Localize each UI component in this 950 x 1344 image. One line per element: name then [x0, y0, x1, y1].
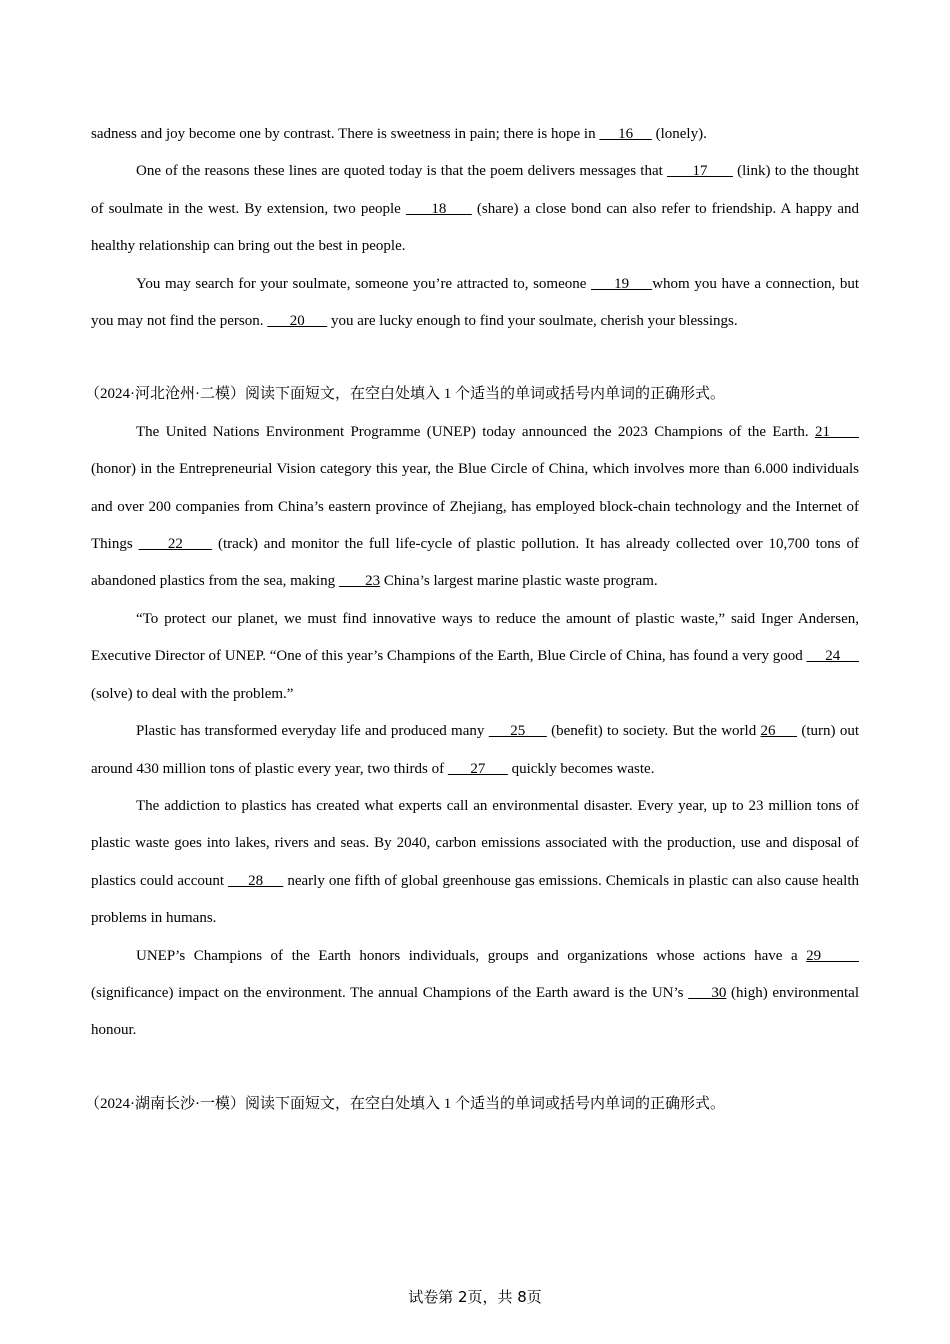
exam-page — [85, 116, 860, 1123]
answer-blank-17[interactable]: 17 — [667, 163, 733, 180]
passage-paragraph — [91, 153, 859, 265]
answer-blank-19[interactable]: 19 — [591, 275, 653, 292]
text-run: nearly one fifth of global greenhouse gas emissions. Chemicals in plastic can also cause health problems in humans. — [91, 872, 859, 927]
answer-blank-20[interactable]: 20 — [267, 313, 328, 330]
passage-paragraph — [91, 713, 859, 788]
text-run: (share) a close bond can also refer to friendship. A happy and healthy relationship can bring out the best in people. — [91, 200, 859, 255]
text-run: sadness and joy become one by contrast. There is sweetness in pain; there is hope in — [91, 126, 600, 142]
text-run: Plastic has transformed everyday life and produced many — [136, 723, 489, 740]
answer-blank-25[interactable]: 25 — [488, 723, 547, 740]
answer-blank-29[interactable]: 29 — [806, 947, 859, 964]
page-footer: 试卷第 2页，共 8页 — [408, 1288, 542, 1306]
text-run: China’s largest marine plastic waste program. — [380, 573, 658, 590]
passage-paragraph — [91, 116, 859, 153]
answer-blank-23[interactable]: 23 — [338, 573, 381, 590]
text-run: One of the reasons these lines are quoted today is that the poem delivers messages that — [136, 163, 668, 180]
text-run: (link) to the thought of soulmate in the west. By extension, two people — [91, 163, 860, 217]
answer-blank-18[interactable]: 18 — [405, 200, 472, 217]
passage-paragraph — [91, 788, 859, 938]
answer-blank-16[interactable]: 16 — [599, 126, 652, 142]
answer-blank-27[interactable]: 27 — [447, 760, 508, 777]
passage-paragraph — [91, 938, 859, 1050]
section-instruction: （2024·湖南长沙·一模）阅读下面短文，在空白处填入 1 个适当的单词或括号内单词的正确形式。 — [85, 1095, 725, 1112]
text-run: (significance) impact on the environment. The annual Champions of the Earth award is the UN’s — [91, 984, 689, 1001]
text-run: UNEP’s Champions of the Earth honors individuals, groups and organizations whose actions have a — [136, 947, 807, 964]
text-run: “To protect our planet, we must find innovative ways to reduce the amount of plastic waste,” said Inger Andersen, Executive Director of UNEP. “One of this year’s Champions of the Earth, Blue Circle of China, has found a very good — [91, 610, 859, 665]
text-run: you are lucky enough to find your soulmate, cherish your blessings. — [327, 313, 738, 330]
section-instruction: （2024·河北沧州·二模）阅读下面短文，在空白处填入 1 个适当的单词或括号内单词的正确形式。 — [85, 386, 725, 403]
answer-blank-26[interactable]: 26 — [760, 723, 798, 740]
answer-blank-24[interactable]: 24 — [806, 648, 860, 665]
text-run: (turn) out around 430 million tons of plastic every year, two thirds of — [91, 723, 860, 777]
passage-paragraph — [91, 601, 859, 713]
text-run: (honor) in the Entrepreneurial Vision category this year, the Blue Circle of China, which involves more than 6.000 individuals and over 200 companies from China’s eastern province of Zhejiang, has employed block-chain technology and the Internet of Things — [91, 461, 859, 553]
text-run: You may search for your soulmate, someone you’re attracted to, someone — [136, 275, 592, 292]
text-run: (high) environmental honour. — [91, 984, 859, 1039]
text-run: whom you have a connection, but you may not find the person. — [91, 275, 860, 330]
answer-blank-28[interactable]: 28 — [228, 872, 284, 889]
answer-blank-30[interactable]: 30 — [688, 984, 727, 1001]
text-run: (benefit) to society. But the world — [546, 723, 761, 740]
text-run: (solve) to deal with the problem.” — [91, 685, 294, 702]
passage-paragraph — [91, 414, 859, 601]
answer-blank-22[interactable]: 22 — [138, 536, 213, 553]
text-run: (lonely). — [651, 126, 707, 142]
answer-blank-21[interactable]: 21 — [814, 423, 860, 440]
passage-paragraph — [91, 266, 859, 341]
text-run: The addiction to plastics has created what experts call an environmental disaster. Every year, up to 23 million tons of plastic waste goes into lakes, rivers and seas. By 2040, carbon emissions associated with the production, use and disposal of plastics could account — [91, 797, 859, 889]
text-run: (track) and monitor the full life-cycle of plastic pollution. It has already collected over 10,700 tons of abandoned plastics from the sea, making — [91, 536, 859, 590]
text-run: quickly becomes waste. — [507, 760, 655, 777]
text-run: The United Nations Environment Programme (UNEP) today announced the 2023 Champions of the Earth. — [136, 423, 815, 440]
